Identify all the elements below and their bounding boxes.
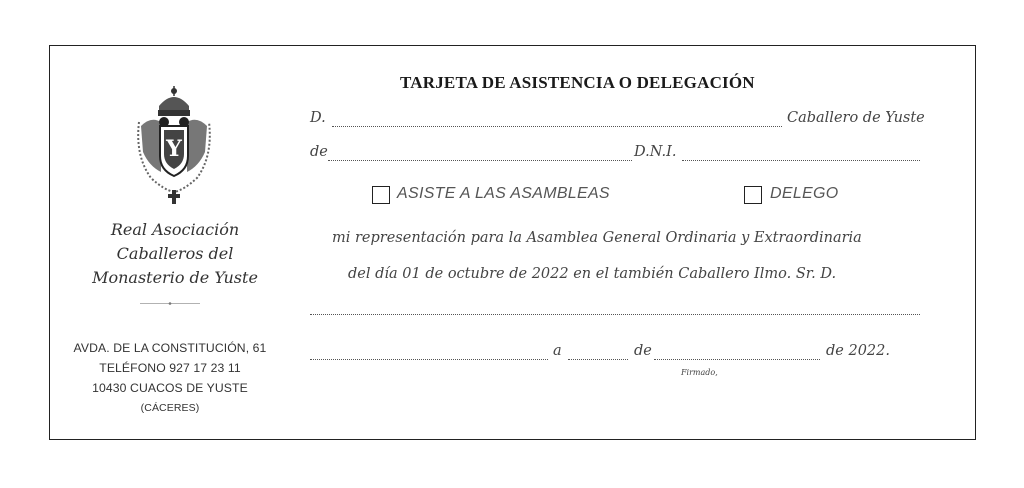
coat-of-arms-icon <box>131 86 217 208</box>
address-block <box>70 338 270 418</box>
association-line-2: Caballeros del <box>116 244 234 263</box>
year-label: de 2022. <box>826 343 890 359</box>
svg-text:Y: Y <box>166 136 182 162</box>
d-label: D. <box>310 110 326 126</box>
association-line-3: Monasterio de Yuste <box>92 268 258 287</box>
attendance-card <box>49 45 976 440</box>
de-label: de <box>310 144 328 160</box>
dni-field[interactable] <box>682 160 920 161</box>
address-street: AVDA. DE LA CONSTITUCIÓN, 61 <box>73 341 267 355</box>
month-field[interactable] <box>654 359 820 360</box>
day-field[interactable] <box>568 359 628 360</box>
address-phone: TELÉFONO 927 17 23 11 <box>99 361 241 375</box>
delegate-checkbox[interactable] <box>744 186 762 204</box>
attend-label: ASISTE A LAS ASAMBLEAS <box>397 185 610 202</box>
address-province: (CÁCERES) <box>140 402 200 414</box>
delegate-name-field[interactable] <box>310 314 920 315</box>
association-name <box>80 218 270 290</box>
place-field[interactable] <box>310 359 548 360</box>
association-line-1: Real Asociación <box>110 220 240 239</box>
attend-checkbox[interactable] <box>372 186 390 204</box>
address-city: 10430 CUACOS DE YUSTE <box>92 381 248 395</box>
divider-ornament <box>140 302 200 305</box>
de2-label: de <box>634 343 652 359</box>
delegation-text-line-1: mi representación para la Asamblea General Ordinaria y Extraordinaria <box>332 230 862 246</box>
delegation-text-line-2: del día 01 de octubre de 2022 en el también Caballero Ilmo. Sr. D. <box>348 266 837 282</box>
caballero-label: Caballero de Yuste <box>787 110 925 126</box>
dni-label: D.N.I. <box>634 144 677 160</box>
origin-field[interactable] <box>328 160 632 161</box>
name-field[interactable] <box>332 126 782 127</box>
card-title: TARJETA DE ASISTENCIA O DELEGACIÓN <box>400 73 755 92</box>
delegate-label: DELEGO <box>770 185 839 202</box>
a-label: a <box>553 343 562 359</box>
signed-label: Firmado, <box>681 368 718 377</box>
